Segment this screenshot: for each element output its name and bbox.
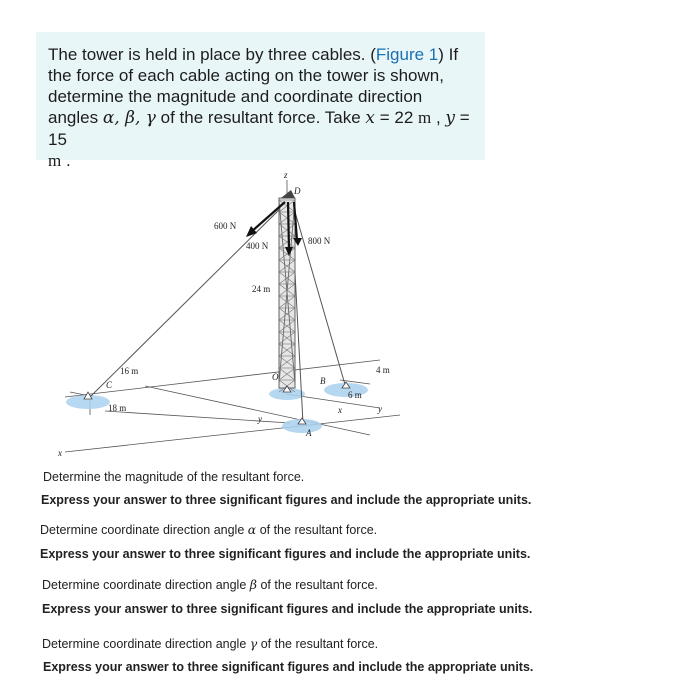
label-600N: 600 N <box>214 221 237 231</box>
question-3-prompt-post: of the resultant force. <box>257 578 378 592</box>
question-4-prompt <box>42 636 378 651</box>
y-equation: = 15 <box>48 108 470 149</box>
tower-top <box>281 190 295 198</box>
problem-text-3: of the resultant force. Take <box>155 108 366 127</box>
label-y-axis: y <box>258 414 262 424</box>
x-equation: = 22 <box>375 108 419 127</box>
question-4-instruction: Express your answer to three significant figures and include the appropriate units. <box>43 660 534 674</box>
question-2-prompt <box>40 522 377 537</box>
y-unit: m <box>48 151 62 170</box>
question-3-greek: β <box>249 577 257 592</box>
label-D: D <box>294 186 301 196</box>
question-2-prompt-pre: Determine coordinate direction angle <box>40 523 248 537</box>
x-variable: x <box>365 108 375 128</box>
label-x-small: x <box>338 405 342 415</box>
y-variable: y <box>445 108 456 128</box>
label-C: C <box>106 380 113 390</box>
label-B: B <box>320 376 326 386</box>
greek-angles: α, β, γ <box>102 108 156 128</box>
figure-link[interactable]: Figure 1 <box>375 45 439 64</box>
problem-statement <box>36 32 485 170</box>
label-y-small: y <box>378 404 382 414</box>
x-unit: m <box>418 108 432 127</box>
tower-figure <box>50 170 410 460</box>
label-18m: 18 m <box>108 403 127 413</box>
question-2-greek: α <box>247 522 257 537</box>
question-4-prompt-pre: Determine coordinate direction angle <box>42 637 250 651</box>
cables <box>88 198 346 423</box>
question-3-prompt <box>42 577 378 592</box>
label-400N: 400 N <box>246 241 269 251</box>
question-4-prompt-post: of the resultant force. <box>257 637 379 651</box>
separator: , <box>431 108 446 127</box>
question-2-prompt-post: of the resultant force. <box>256 523 378 537</box>
label-16m: 16 m <box>120 366 139 376</box>
statement-end: . <box>61 151 71 170</box>
label-z-axis: z <box>284 170 288 180</box>
label-A: A <box>306 428 312 438</box>
label-x-axis: x <box>58 448 62 458</box>
label-O: O <box>272 372 279 382</box>
label-24m: 24 m <box>252 284 271 294</box>
question-3-instruction: Express your answer to three significant figures and include the appropriate units. <box>42 602 533 616</box>
question-1-instruction: Express your answer to three significant figures and include the appropriate units. <box>41 493 532 507</box>
question-3-prompt-pre: Determine coordinate direction angle <box>42 578 250 592</box>
question-4-greek: γ <box>249 636 258 651</box>
question-1-prompt: Determine the magnitude of the resultant force. <box>43 470 305 484</box>
problem-text-1: The tower is held in place by three cables. ( <box>48 45 376 64</box>
label-6m: 6 m <box>348 390 362 400</box>
tower <box>279 198 295 388</box>
problem-text-2: ) If the force of each cable acting on the tower is shown, determine the magnitude and coordinate direction angles <box>48 45 459 127</box>
label-4m: 4 m <box>376 365 390 375</box>
label-800N: 800 N <box>308 236 331 246</box>
question-2-instruction: Express your answer to three significant figures and include the appropriate units. <box>40 547 531 561</box>
